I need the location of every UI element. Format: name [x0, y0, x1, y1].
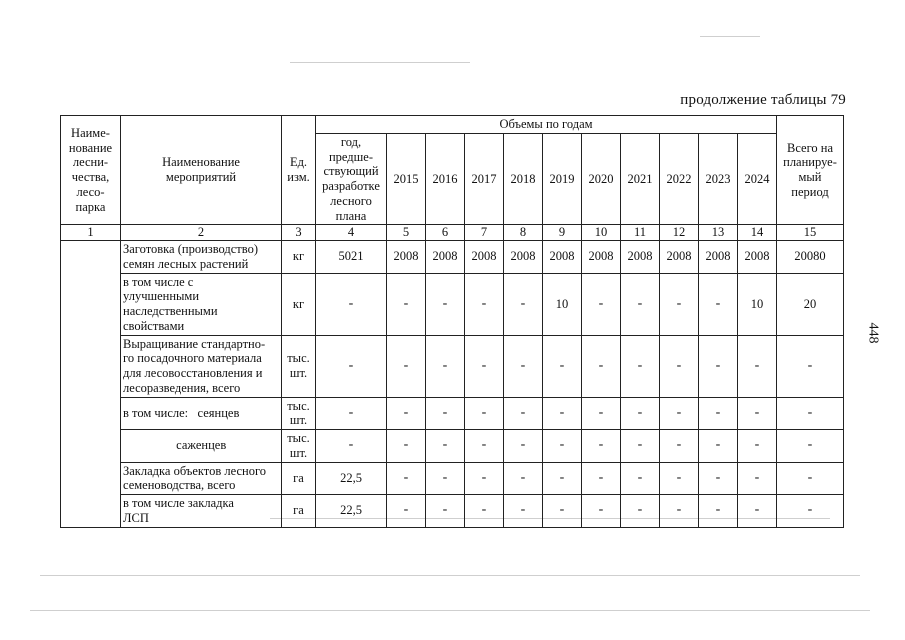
year-value: 10 [738, 273, 777, 335]
table-row [61, 462, 844, 495]
year-value: - [621, 462, 660, 495]
year-value: - [738, 462, 777, 495]
total-value: - [777, 397, 844, 430]
year-value: - [504, 273, 543, 335]
column-number: 2 [121, 225, 282, 241]
header-year: 2023 [699, 133, 738, 225]
year-value: - [504, 335, 543, 397]
year-value: - [465, 462, 504, 495]
activity-name: Выращивание стандартно- го посадочного материала для лесовосстановления и лесоразведения, всего [121, 335, 282, 397]
year-value: - [621, 495, 660, 528]
year-value: - [738, 495, 777, 528]
forestry-cell [61, 241, 121, 528]
scan-noise [40, 575, 860, 576]
activity-name: в том числе закладка ЛСП [121, 495, 282, 528]
unit-cell: га [282, 495, 316, 528]
year-value: - [426, 397, 465, 430]
year-value: - [426, 495, 465, 528]
column-number: 1 [61, 225, 121, 241]
year-value: - [543, 335, 582, 397]
forest-plan-table [60, 115, 844, 528]
year-value: - [699, 273, 738, 335]
header-year: 2018 [504, 133, 543, 225]
unit-cell: кг [282, 241, 316, 274]
header-prev-year: год, предше- ствующий разработке лесного плана [316, 133, 387, 225]
column-number: 13 [699, 225, 738, 241]
prev-year-value: - [316, 397, 387, 430]
header-year: 2015 [387, 133, 426, 225]
year-value: - [387, 462, 426, 495]
prev-year-value: - [316, 335, 387, 397]
activity-name: саженцев [121, 430, 282, 463]
year-value: - [504, 495, 543, 528]
year-value: - [387, 273, 426, 335]
year-value: - [504, 462, 543, 495]
year-value: - [660, 495, 699, 528]
year-value: - [582, 397, 621, 430]
table-caption: продолжение таблицы 79 [680, 92, 846, 108]
header-year: 2021 [621, 133, 660, 225]
year-value: - [387, 430, 426, 463]
year-value: - [582, 335, 621, 397]
year-value: - [465, 495, 504, 528]
header-year: 2022 [660, 133, 699, 225]
year-value: - [426, 462, 465, 495]
prev-year-value: - [316, 430, 387, 463]
unit-cell: тыс. шт. [282, 397, 316, 430]
total-value: - [777, 335, 844, 397]
year-value: - [660, 273, 699, 335]
column-number: 10 [582, 225, 621, 241]
unit-cell: га [282, 462, 316, 495]
year-value: - [543, 430, 582, 463]
year-value: 2008 [582, 241, 621, 274]
year-value: 2008 [465, 241, 504, 274]
year-value: - [699, 430, 738, 463]
table-row [61, 335, 844, 397]
year-value: - [465, 335, 504, 397]
year-value: - [582, 495, 621, 528]
unit-cell: тыс. шт. [282, 430, 316, 463]
year-value: - [582, 273, 621, 335]
column-number: 7 [465, 225, 504, 241]
table-row [61, 430, 844, 463]
year-value: 2008 [426, 241, 465, 274]
year-value: - [582, 430, 621, 463]
column-number: 15 [777, 225, 844, 241]
year-value: - [660, 335, 699, 397]
year-value: - [699, 335, 738, 397]
column-number: 14 [738, 225, 777, 241]
total-value: - [777, 495, 844, 528]
header-year: 2017 [465, 133, 504, 225]
page-number: 448 [865, 322, 881, 344]
header-volumes-by-year: Объемы по годам [316, 116, 777, 134]
year-value: 2008 [699, 241, 738, 274]
header-row-1 [61, 116, 844, 134]
header-activity: Наименование мероприятий [121, 116, 282, 225]
year-value: - [426, 335, 465, 397]
header-forestry: Наиме- нование лесни- чества, лесо- парка [61, 116, 121, 225]
scan-noise [30, 610, 870, 611]
activity-name: Заготовка (производство) семян лесных растений [121, 241, 282, 274]
year-value: 2008 [660, 241, 699, 274]
column-number: 8 [504, 225, 543, 241]
year-value: - [387, 397, 426, 430]
column-number-row [61, 225, 844, 241]
header-total: Всего на планируе- мый период [777, 116, 844, 225]
column-number: 9 [543, 225, 582, 241]
header-year: 2020 [582, 133, 621, 225]
header-year: 2016 [426, 133, 465, 225]
year-value: 2008 [738, 241, 777, 274]
total-value: - [777, 462, 844, 495]
prev-year-value: 22,5 [316, 462, 387, 495]
year-value: - [738, 397, 777, 430]
column-number: 5 [387, 225, 426, 241]
year-value: - [699, 462, 738, 495]
column-number: 12 [660, 225, 699, 241]
year-value: - [738, 335, 777, 397]
year-value: - [543, 495, 582, 528]
table-row [61, 273, 844, 335]
year-value: 2008 [387, 241, 426, 274]
prev-year-value: 5021 [316, 241, 387, 274]
prev-year-value: - [316, 273, 387, 335]
activity-name: в том числе: сеянцев [121, 397, 282, 430]
year-value: - [621, 430, 660, 463]
year-value: - [660, 397, 699, 430]
year-value: 2008 [621, 241, 660, 274]
year-value: - [699, 397, 738, 430]
year-value: - [738, 430, 777, 463]
column-number: 4 [316, 225, 387, 241]
year-value: - [660, 462, 699, 495]
scan-noise [290, 62, 470, 63]
header-year: 2024 [738, 133, 777, 225]
year-value: - [426, 430, 465, 463]
table-row [61, 495, 844, 528]
year-value: - [465, 397, 504, 430]
year-value: - [543, 397, 582, 430]
year-value: 2008 [543, 241, 582, 274]
year-value: - [621, 273, 660, 335]
activity-name: в том числе с улучшенными наследственными свойствами [121, 273, 282, 335]
total-value: 20080 [777, 241, 844, 274]
year-value: - [504, 430, 543, 463]
year-value: - [387, 335, 426, 397]
year-value: 10 [543, 273, 582, 335]
unit-cell: тыс. шт. [282, 335, 316, 397]
year-value: - [387, 495, 426, 528]
header-unit: Ед. изм. [282, 116, 316, 225]
year-value: - [621, 335, 660, 397]
column-number: 11 [621, 225, 660, 241]
table-row [61, 397, 844, 430]
scan-noise [700, 36, 760, 37]
year-value: - [465, 273, 504, 335]
year-value: - [699, 495, 738, 528]
year-value: - [465, 430, 504, 463]
year-value: - [504, 397, 543, 430]
year-value: - [660, 430, 699, 463]
activity-name: Закладка объектов лесного семеноводства, всего [121, 462, 282, 495]
column-number: 3 [282, 225, 316, 241]
year-value: 2008 [504, 241, 543, 274]
year-value: - [582, 462, 621, 495]
total-value: 20 [777, 273, 844, 335]
table-row [61, 241, 844, 274]
year-value: - [621, 397, 660, 430]
unit-cell: кг [282, 273, 316, 335]
prev-year-value: 22,5 [316, 495, 387, 528]
header-year: 2019 [543, 133, 582, 225]
year-value: - [543, 462, 582, 495]
year-value: - [426, 273, 465, 335]
total-value: - [777, 430, 844, 463]
column-number: 6 [426, 225, 465, 241]
